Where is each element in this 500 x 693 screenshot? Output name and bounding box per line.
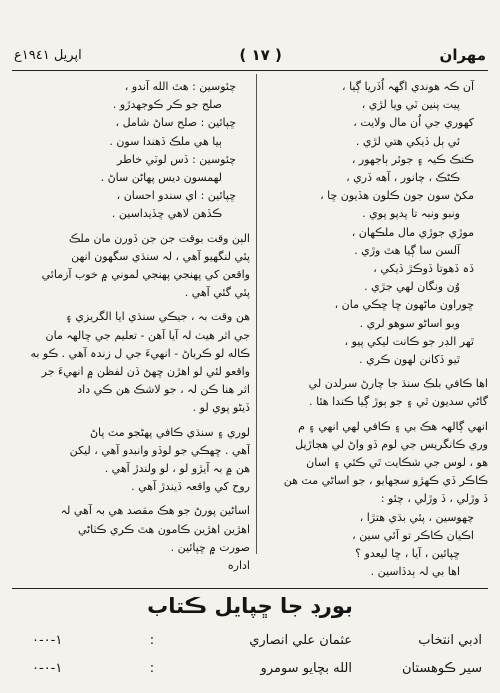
text-line: وُن ونگان لهي جڙي . [364, 280, 460, 294]
text-line: ڪنڪ ڪيہ ۽ جوئر ٻاجهور ، [351, 152, 474, 166]
text-line: آهي . ڇهڪي جو لوڏو وانبدو آهي ، ليکن [69, 443, 250, 457]
text-line: ڇپائين ، آيا ، ڇا ليعدو ؟ [355, 547, 460, 561]
books-list [18, 626, 482, 682]
book-sep: : [149, 632, 155, 648]
text-line: ڪاڪر ڏي ڪهڙو سجهايو ، جو اساڻي مٽ هن [283, 474, 488, 488]
text-line: واقعو لئي لو اهڙن ڇهڻ ڏن لفظن ۾ انهيءَ جر [41, 365, 250, 379]
text-line: ڇپائين : صلح ساڻ شامل ، [115, 116, 236, 130]
page-number: ( ١٧ ) [239, 46, 282, 64]
book-sep: : [149, 660, 155, 676]
text-line: ڏ وڙلي ، ڏ وڙلي ، چئو : [380, 492, 488, 506]
text-line: اها بي لہ ٻدڏاسين . [370, 565, 460, 579]
text-line: وبو اساڻو سوهو لري . [359, 316, 460, 330]
text-line: پئي لنگهيو آهي ، لہ سنڌي سگهون انهن [71, 249, 250, 263]
text-line: اها ڪافي بلڪ سنڌ جا چارڻ سرلدن لي [308, 377, 488, 391]
text-line: آن ڪہ هوندي اگهہ اُڏريا ڳيا ، [342, 80, 474, 93]
left-column [14, 78, 250, 575]
text-line: هو ، لوس جي شڪايت ٿي ڪئي ۽ اسان [306, 456, 488, 470]
book-row [18, 626, 482, 654]
text-line: هن وقت بہ ، جيڪي سنڌي ايا الگريزي ۽ [65, 310, 250, 324]
text-line: گاڻي سديون ٿي ۽ جو ٻوڙ ڳيا ڪندا هئا . [309, 395, 488, 409]
text-line: ٻيا هي ملڪ ڏهندا سون . [109, 134, 222, 148]
text-line: ڪاله لو ڪرباڻ - انهيءَ جي ل زندہ آهي . ڪو به [30, 346, 250, 360]
text-line: پيت پنين ٽي ويا لڙي ، [361, 98, 460, 112]
book-price: ١-٠-٠ [32, 660, 63, 676]
text-line: روح کي واقعہ ڏيندڙ آهي . [131, 480, 250, 494]
section-rule [12, 588, 488, 589]
text-line: ڪڏهن لاهي ڇڏيداسين . [111, 207, 222, 221]
book-author: الله بچايو سومرو [260, 660, 352, 676]
text-line: وري ڪانگريس جي لوم ڏو واڻ لي هجاڙيل [295, 437, 488, 451]
text-line: ڇوراون ماڻهون ڇا ڇڪي مان ، [334, 298, 474, 312]
right-column [262, 78, 488, 581]
text-line: مکڻ سون جون ڪلون هڏيون ڇا ، [320, 189, 474, 203]
text-line: ڇپائين : اي سندو احسان ، [116, 189, 236, 203]
text-line: اهڙين اهڙين ڪامون هٿ ڪري ڪٺاڻي [77, 522, 250, 536]
text-line: انهي ڳالهہ هڪ بي ۽ ڪافي لهي انهي ۽ م [298, 419, 488, 433]
text-line: واقعن کي پهنجي پهنجي لموني ۾ خوب آزمائي [41, 268, 250, 282]
text-line: الٻن وقت بوقت جن جن ڏورن مان ملڪ [68, 231, 250, 245]
book-title: ادبي انتخاب [418, 632, 482, 648]
text-line: ئي ٻل ڏيکي هتي لڙي . [355, 134, 460, 148]
text-line: ڪڻڪ ، چانور ، آهه ڏري ، [346, 171, 460, 185]
text-line: چئوسين : هٿ الله آندو ، [124, 80, 236, 93]
text-line: چئوسين : ڏس لوٽي خاطر [117, 152, 236, 166]
column-divider [256, 74, 257, 554]
text-line: ٿهر الڊر جو ڪانت ليکي پيو ، [344, 334, 474, 348]
books-section-title: بورڊ جا ڇپايل ڪتاب [147, 594, 353, 618]
text-line: جي اثر هيٺ لہ آيا آهن - تعليم جي ڇالهہ مان [45, 328, 250, 342]
text-line: صلح جو ڪر ڪوجهدڙو . [112, 98, 222, 112]
text-line: ڏيڻو پوي لو . [192, 401, 250, 415]
text-line: کهوري جي اُن مال ولايت ، [353, 116, 474, 130]
text-line: هن ۾ بہ آيڙو لو ، لو ولندڙ آهي . [104, 462, 250, 476]
book-row [18, 654, 482, 682]
text-line: لهمسون ديس پهاڻن ساڻ . [100, 171, 222, 185]
text-line: اداره [227, 559, 250, 573]
book-author: عثمان علي انصاري [249, 632, 352, 648]
text-line: آلسن سا ڳيا هٿ وڙي . [354, 243, 460, 257]
text-line: صورت ۾ ڇپائين . [170, 540, 250, 554]
text-line: اڪيان ڪاڪر تو آئي سين ، [352, 528, 474, 542]
text-line: اثر هنا ڪن لہ ، جو لاشڪ هن ڪي داد [77, 383, 250, 397]
issue-date: اپريل ١٩٤١ع [14, 47, 82, 63]
page-header [14, 42, 486, 68]
text-line: موڙي جوڙي مال ملڪهان ، [351, 225, 474, 239]
text-line: ٿيو ڏکانن لهون ڪري . [359, 353, 460, 367]
book-price: ١-٠-٠ [32, 632, 63, 648]
text-line: پئي گئي آهي . [184, 286, 250, 300]
journal-name: مهران [439, 46, 486, 64]
text-line: ڏہ ڏهوتا ڏوڪڙ ڏيکي ، [373, 262, 474, 276]
text-line: چهوسين ، پئي بڌي هتڙا ، [359, 510, 474, 524]
header-rule [12, 70, 488, 71]
book-title: سير ڪوهستان [401, 660, 482, 676]
text-line: اساڻين پورڻ جو هڪ مقصد هي بہ آهي لہ [60, 504, 250, 518]
text-line: لوري ۽ سنڌي ڪافي پهڻجو مٽ پاڻ [89, 425, 250, 439]
text-line: ونبو ونبہ تا پدپو پوي . [362, 207, 460, 221]
